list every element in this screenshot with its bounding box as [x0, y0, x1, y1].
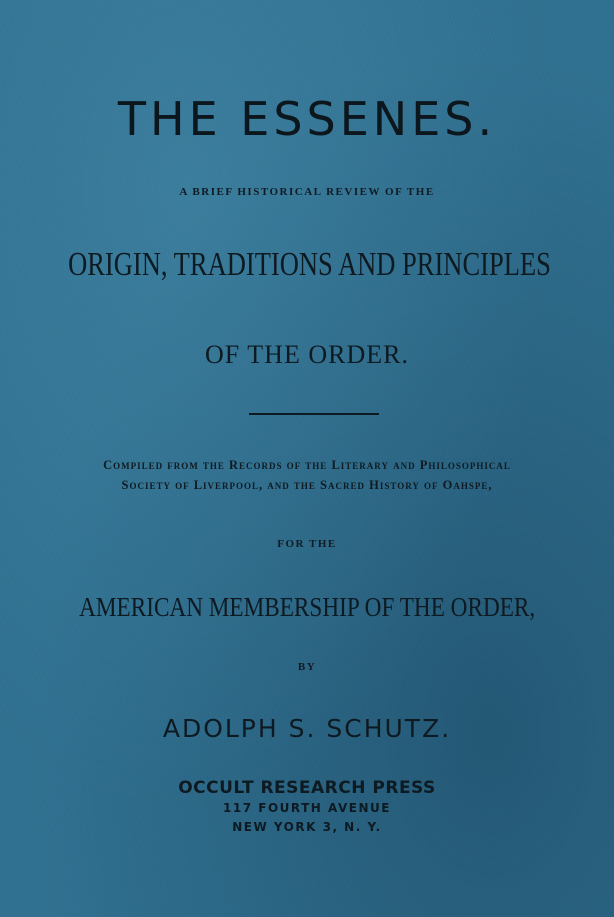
divider-rule [249, 413, 379, 415]
subtitle-end: OF THE ORDER. [205, 340, 409, 369]
subtitle-main [0, 246, 614, 284]
publisher-address-line-1: 117 FOURTH AVENUE [223, 801, 391, 815]
by-label: BY [297, 661, 317, 673]
membership-line [0, 592, 614, 623]
author-name: ADOLPH S. SCHUTZ. [162, 714, 452, 743]
compiled-line-2: Society of Liverpool, and the Sacred History of Oahspe, [121, 478, 493, 492]
subtitle-main-text: ORIGIN, TRADITIONS AND PRINCIPLES [68, 246, 551, 283]
publisher-address-line-2: NEW YORK 3, N. Y. [232, 820, 382, 834]
membership-text: AMERICAN MEMBERSHIP OF THE ORDER, [78, 592, 536, 622]
publisher-name: OCCULT RESEARCH PRESS [178, 778, 436, 798]
compiled-line-1: Compiled from the Records of the Literary and Philosophical [103, 458, 511, 472]
for-the-label: FOR THE [277, 538, 337, 550]
subtitle-intro: A BRIEF HISTORICAL REVIEW OF THE [179, 186, 435, 198]
book-title: THE ESSENES. [117, 92, 497, 146]
